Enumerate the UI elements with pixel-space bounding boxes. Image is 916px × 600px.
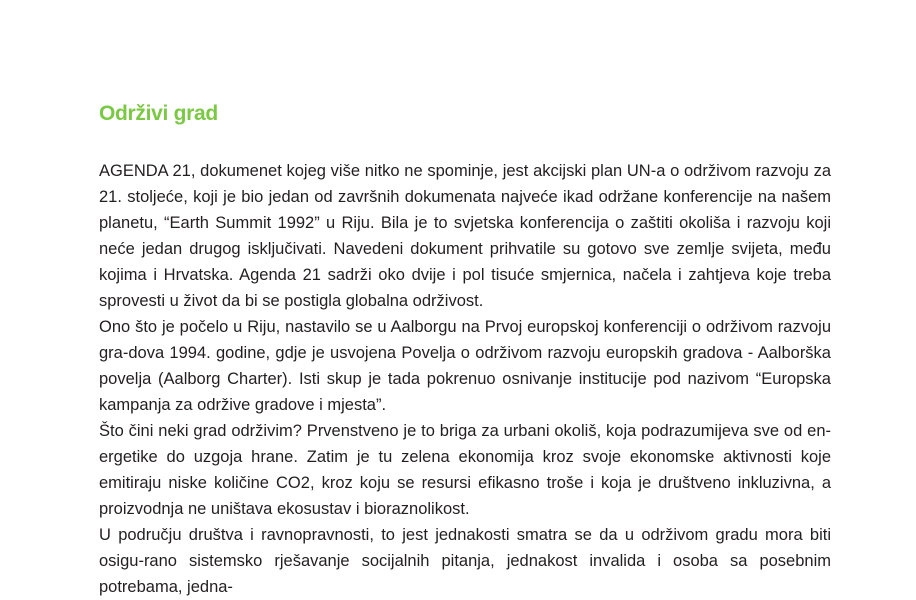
section-heading: Održivi grad [99,102,218,125]
paragraph-agenda-21: AGENDA 21, dokumenet kojeg više nitko ne spominje, jest akcijski plan UN-a o održivom razvoju za 21. stoljeće, koji je bio jedan od završnih dokumenata najveće ikad održane konferencije na našem planetu, “Earth Summit 1992” u Riju. Bila je to svjetska konferencija o zaštiti okoliša i razvoju koji neće jedan drugog isključivati. Navedeni dokument prihvatile su gotovo sve zemlje svijeta, među kojima i Hrvatska. Agenda 21 sadrži oko dvije i pol tisuće smjernica, načela i zahtjeva koje treba sprovesti u život da bi se postigla globalna održivost. [99,162,831,310]
paragraph-sustainable-city: Što čini neki grad održivim? Prvenstveno je to briga za urbani okoliš, koja podrazumijeva sve od en-ergetike do uzgoja hrane. Zatim je tu zelena ekonomija kroz svoje ekonomske aktivnosti koje emitiraju niske količine CO2, kroz koju se resursi efikasno troše i koja je društveno inkluzivna, a proizvodnja ne uništava ekosustav i bioraznolikost. [99,422,831,518]
paragraph-society-equality: U području društva i ravnopravnosti, to jest jednakosti smatra se da u održivom gradu mora biti osigu-rano sistemsko rješavanje socijalnih pitanja, jednakost invalida i osoba sa posebnim potrebama, jedna- [99,526,831,596]
paragraph-aalborg: Ono što je počelo u Riju, nastavilo se u Aalborgu na Prvoj europskoj konferenciji o održivom razvoju gra-dova 1994. godine, gdje je usvojena Povelja o održivom razvoju europskih gradova - Aalborška povelja (Aalborg Charter). Isti skup je tada pokrenuo osnivanje institucije pod nazivom “Europska kampanja za održive gradove i mjesta”. [99,318,831,414]
body-text [99,158,831,600]
